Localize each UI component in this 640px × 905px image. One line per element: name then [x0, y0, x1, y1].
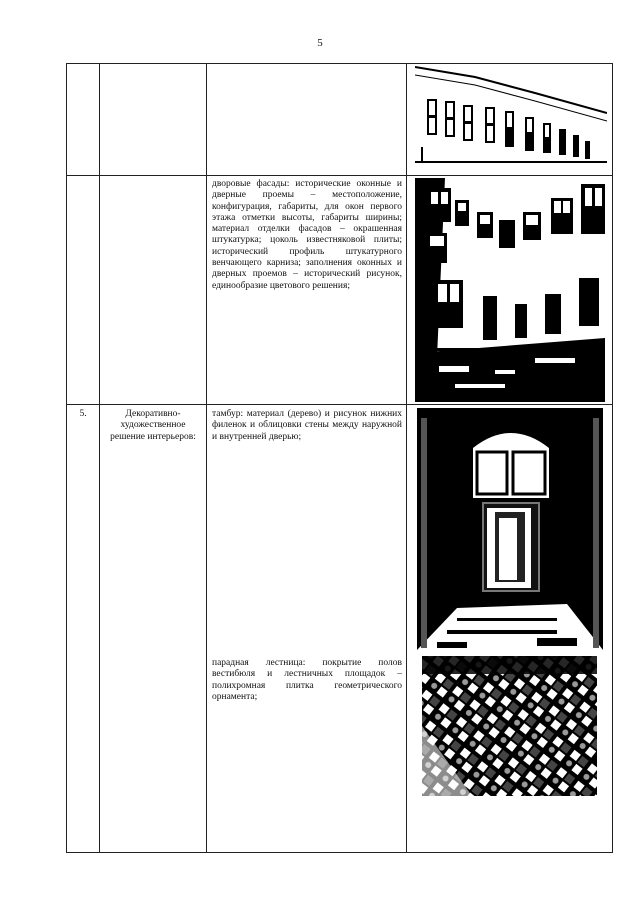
row-divider-1 — [66, 175, 613, 176]
column-divider-2 — [206, 63, 207, 853]
facade-photo-top — [415, 65, 607, 169]
row-divider-2 — [66, 404, 613, 405]
page-number: 5 — [317, 37, 323, 49]
table-border-bottom — [66, 852, 613, 853]
courtyard-facades-text: дворовые фасады: исторические оконные и дверные проемы – местоположение, конфигурация, габариты, для окон первого этажа отметки высоты, габариты ширины; материал отделки фасадов – окрашенная штукатурка; цоколь известняковой плиты; исторический профиль штукатурного венчающего карниза; заполнения оконных и дверных проемов – исторический рисунок, единообразие цветового решения; — [212, 179, 402, 291]
column-divider-3 — [406, 63, 407, 853]
courtyard-photo — [415, 178, 605, 402]
floor-tile-photo — [422, 656, 597, 796]
staircase-text: парадная лестница: покрытие полов вестибюля и лестничных площадок – полихромная плитка геометрического орнамента; — [212, 658, 402, 702]
column-divider-1 — [99, 63, 100, 853]
table-border-left — [66, 63, 67, 853]
table-border-right — [612, 63, 613, 853]
heritage-table — [66, 63, 613, 853]
vestibule-photo — [417, 408, 603, 650]
interior-decoration-title: Декоративно-художественное решение интерьеров: — [110, 409, 196, 442]
row-number-5: 5. — [79, 409, 87, 419]
table-border-top — [66, 63, 613, 64]
vestibule-text: тамбур: материал (дерево) и рисунок нижних филенок и облицовки стены между наружной и внутренней дверью; — [212, 409, 402, 442]
